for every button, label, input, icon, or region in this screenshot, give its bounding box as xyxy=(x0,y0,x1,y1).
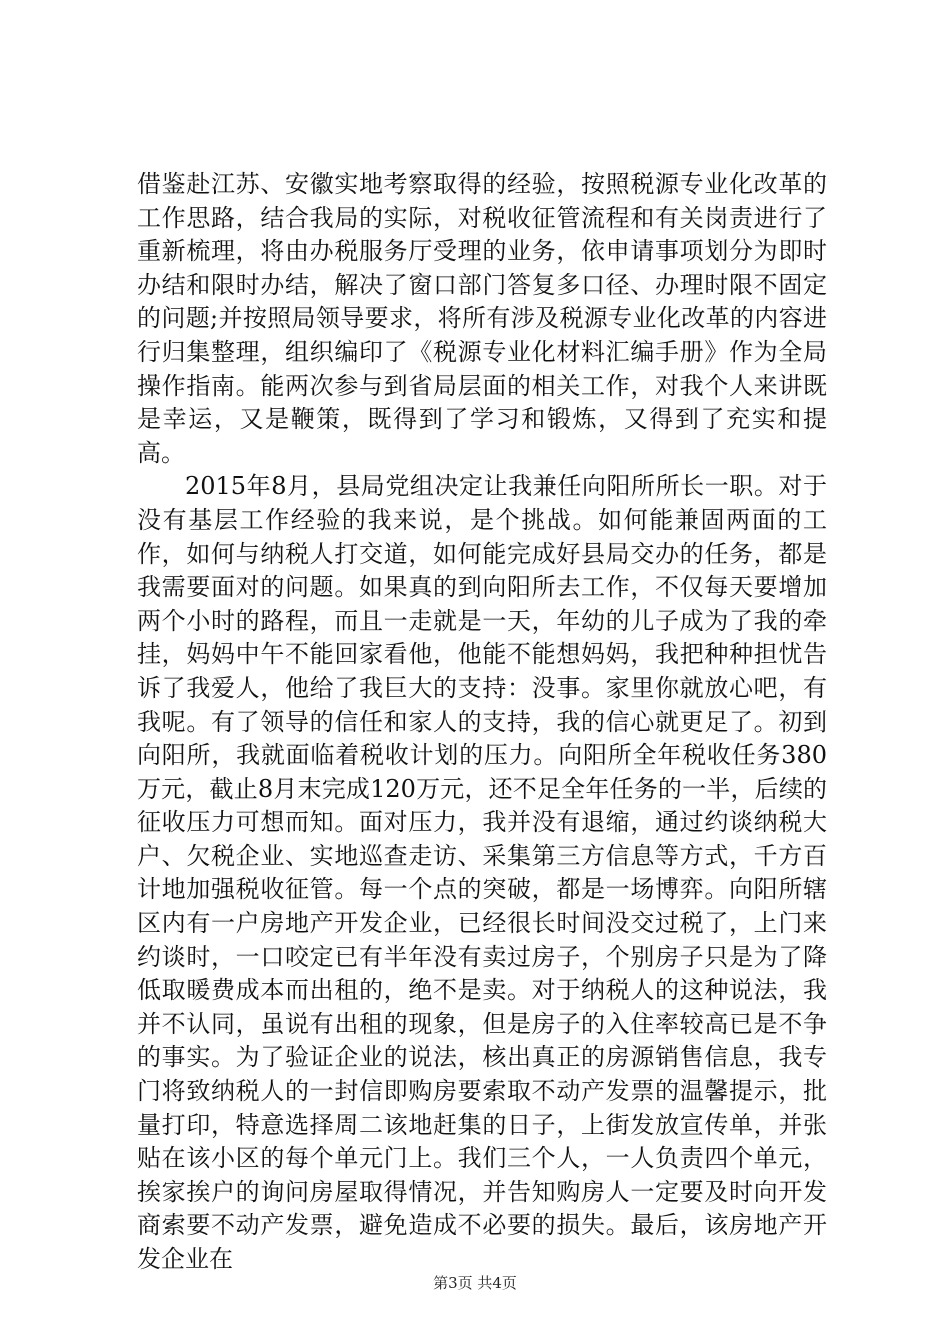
paragraph-continuation: 借鉴赴江苏、安徽实地考察取得的经验，按照税源专业化改革的工作思路，结合我局的实际，对税收征管流程和有关岗责进行了重新梳理，将由办税服务厅受理的业务，依申请事项划分为即时办结和限时办结，解决了窗口部门答复多口径、办理时限不固定的问题;并按照局领导要求，将所有涉及税源专业化改革的内容进行归集整理，组织编印了《税源专业化材料汇编手册》作为全局操作指南。能两次参与到省局层面的相关工作，对我个人来讲既是幸运，又是鞭策，既得到了学习和锻炼，又得到了充实和提高。 xyxy=(137,170,827,467)
page-footer: 第3页 共4页 xyxy=(433,1274,517,1292)
paragraph-august-2015: 2015年8月，县局党组决定让我兼任向阳所所长一职。对于没有基层工作经验的我来说，是个挑战。如何能兼固两面的工作，如何与纳税人打交道，如何能完成好县局交办的任务，都是我需要面对的问题。如果真的到向阳所去工作，不仅每天要增加两个小时的路程，而且一走就是一天，年幼的儿子成为了我的牵挂，妈妈中午不能回家看他，他能不能想妈妈，我把种种担忧告诉了我爱人，他给了我巨大的支持：没事。家里你就放心吧，有我呢。有了领导的信任和家人的支持，我的信心就更足了。初到向阳所，我就面临着税收计划的压力。向阳所全年税收任务380万元，截止8月末完成120万元，还不足全年任务的一半，后续的征收压力可想而知。面对压力，我并没有退缩，通过约谈纳税大户、欠税企业、实地巡查走访、采集第三方信息等方式，千方百计地加强税收征管。每一个点的突破，都是一场博弈。向阳所辖区内有一户房地产开发企业，已经很长时间没交过税了，上门来约谈时，一口咬定已有半年没有卖过房子，个别房子只是为了降低取暖费成本而出租的，绝不是卖。对于纳税人的这种说法，我并不认同，虽说有出租的现象，但是房子的入住率较高已是不争的事实。为了验证企业的说法，核出真正的房源销售信息，我专门将致纳税人的一封信即购房要索取不动产发票的温馨提示，批量打印，特意选择周二该地赶集的日子，上街发放宣传单，并张贴在该小区的每个单元门上。我们三个人，一人负责四个单元，挨家挨户的询问房屋取得情况，并告知购房人一定要及时向开发商索要不动产发票，避免造成不必要的损失。最后，该房地产开发企业在 xyxy=(137,472,827,1273)
document-body xyxy=(137,168,827,1277)
